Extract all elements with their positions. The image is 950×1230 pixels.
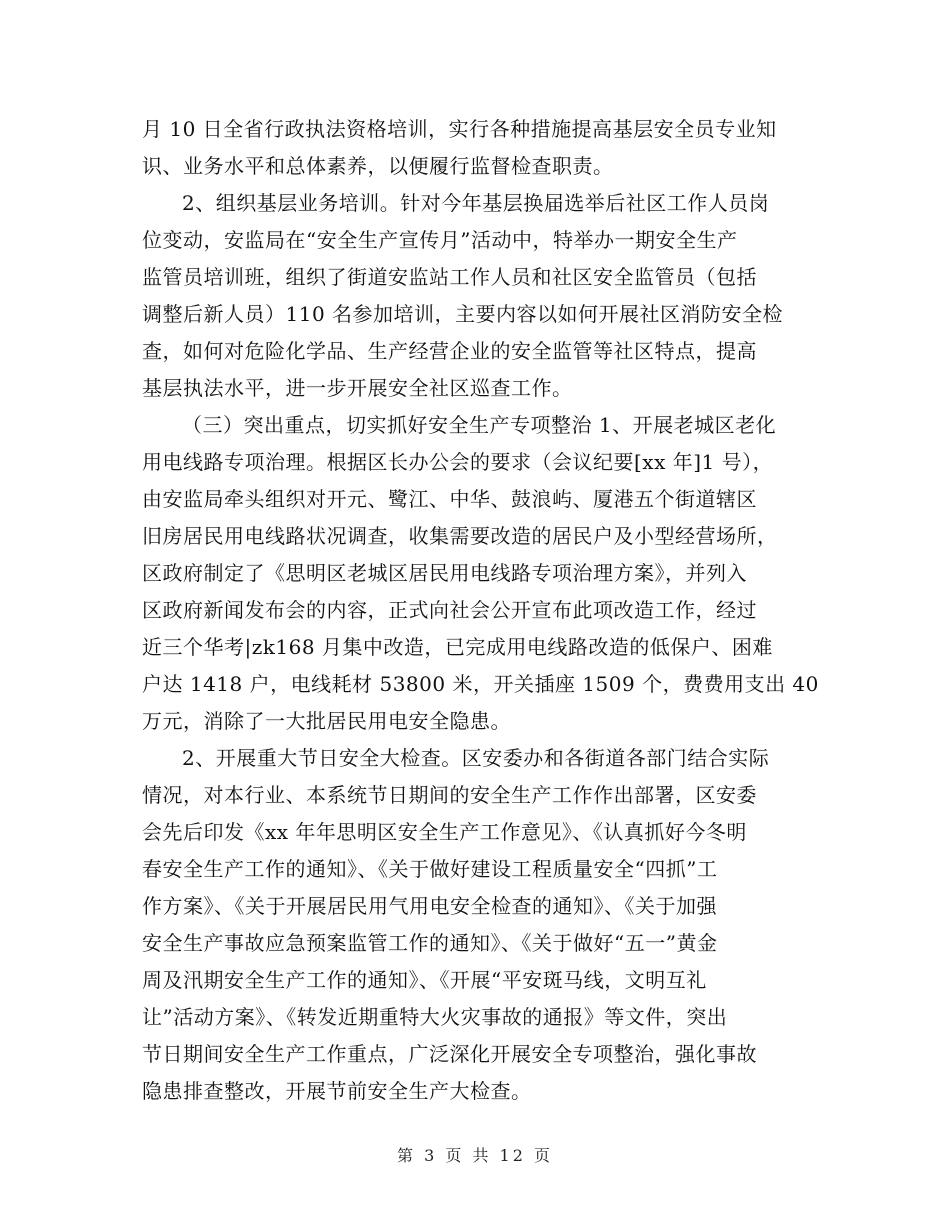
text-line: 节日期间安全生产工作重点，广泛深化开展安全专项整治，强化事故 — [142, 1042, 757, 1066]
text-line: 周及汛期安全生产工作的通知》、《开展“平安斑马线，文明互礼 — [142, 968, 707, 992]
text-line: 情况，对本行业、本系统节日期间的安全生产工作作出部署，区安委 — [142, 783, 757, 807]
text-line: 作方案》、《关于开展居民用气用电安全检查的通知》、《关于加强 — [142, 894, 717, 918]
paragraph-special-rectification — [142, 407, 819, 740]
page-footer — [0, 1144, 950, 1168]
text-line: 基层执法水平，进一步开展安全社区巡查工作。 — [142, 376, 573, 400]
text-line: 查，如何对危险化学品、生产经营企业的安全监管等社区特点，提高 — [142, 339, 757, 363]
text-line: 监管员培训班，组织了街道安监站工作人员和社区安全监管员（包括 — [142, 265, 757, 289]
text-line: 春安全生产工作的通知》、《关于做好建设工程质量安全“四抓”工 — [142, 857, 718, 881]
paragraph-training-continuation — [142, 111, 812, 185]
text-line: 隐患排查整改，开展节前安全生产大检查。 — [142, 1079, 532, 1103]
text-line: 户达 1418 户，电线耗材 53800 米，开关插座 1509 个，费费用支出 40 — [142, 672, 819, 696]
text-line: 安全生产事故应急预案监管工作的通知》、《关于做好“五一”黄金 — [142, 931, 718, 955]
text-line: 用电线路专项治理。根据区长办公会的要求（会议纪要[xx 年]1 号）， — [142, 450, 774, 474]
document-body — [142, 111, 819, 1110]
text-line: 万元，消除了一大批居民用电安全隐患。 — [142, 709, 511, 733]
text-line: 会先后印发《xx 年年思明区安全生产工作意见》、《认真抓好今冬明 — [142, 820, 747, 844]
paragraph-grassroots-training — [142, 185, 812, 407]
text-line: 近三个华考|zk168 月集中改造，已完成用电线路改造的低保户、困难 — [142, 635, 773, 659]
text-line: 位变动，安监局在“安全生产宣传月”活动中，特举办一期安全生产 — [142, 228, 738, 252]
text-line: （三）突出重点，切实抓好安全生产专项整治 1、开展老城区老化 — [182, 413, 777, 437]
text-line: 区政府制定了《思明区老城区居民用电线路专项治理方案》，并列入 — [142, 561, 747, 585]
paragraph-holiday-inspection — [142, 740, 812, 1110]
text-line: 让”活动方案》、《转发近期重特大火灾事故的通报》等文件，突出 — [142, 1005, 728, 1029]
text-line: 由安监局牵头组织对开元、鹭江、中华、鼓浪屿、厦港五个街道辖区 — [142, 487, 757, 511]
text-line: 识、业务水平和总体素养，以便履行监督检查职责。 — [142, 154, 614, 178]
text-line: 月 10 日全省行政执法资格培训，实行各种措施提高基层安全员专业知 — [142, 117, 777, 141]
text-line: 旧房居民用电线路状况调查，收集需要改造的居民户及小型经营场所， — [142, 524, 778, 548]
text-line: 调整后新人员）110 名参加培训，主要内容以如何开展社区消防安全检 — [142, 302, 784, 326]
text-line: 2、组织基层业务培训。针对今年基层换届选举后社区工作人员岗 — [182, 191, 770, 215]
text-line: 区政府新闻发布会的内容，正式向社会公开宣布此项改造工作，经过 — [142, 598, 757, 622]
text-line: 2、开展重大节日安全大检查。区安委办和各街道各部门结合实际 — [182, 746, 770, 770]
page-number-label: 第 3 页 共 12 页 — [397, 1146, 553, 1165]
